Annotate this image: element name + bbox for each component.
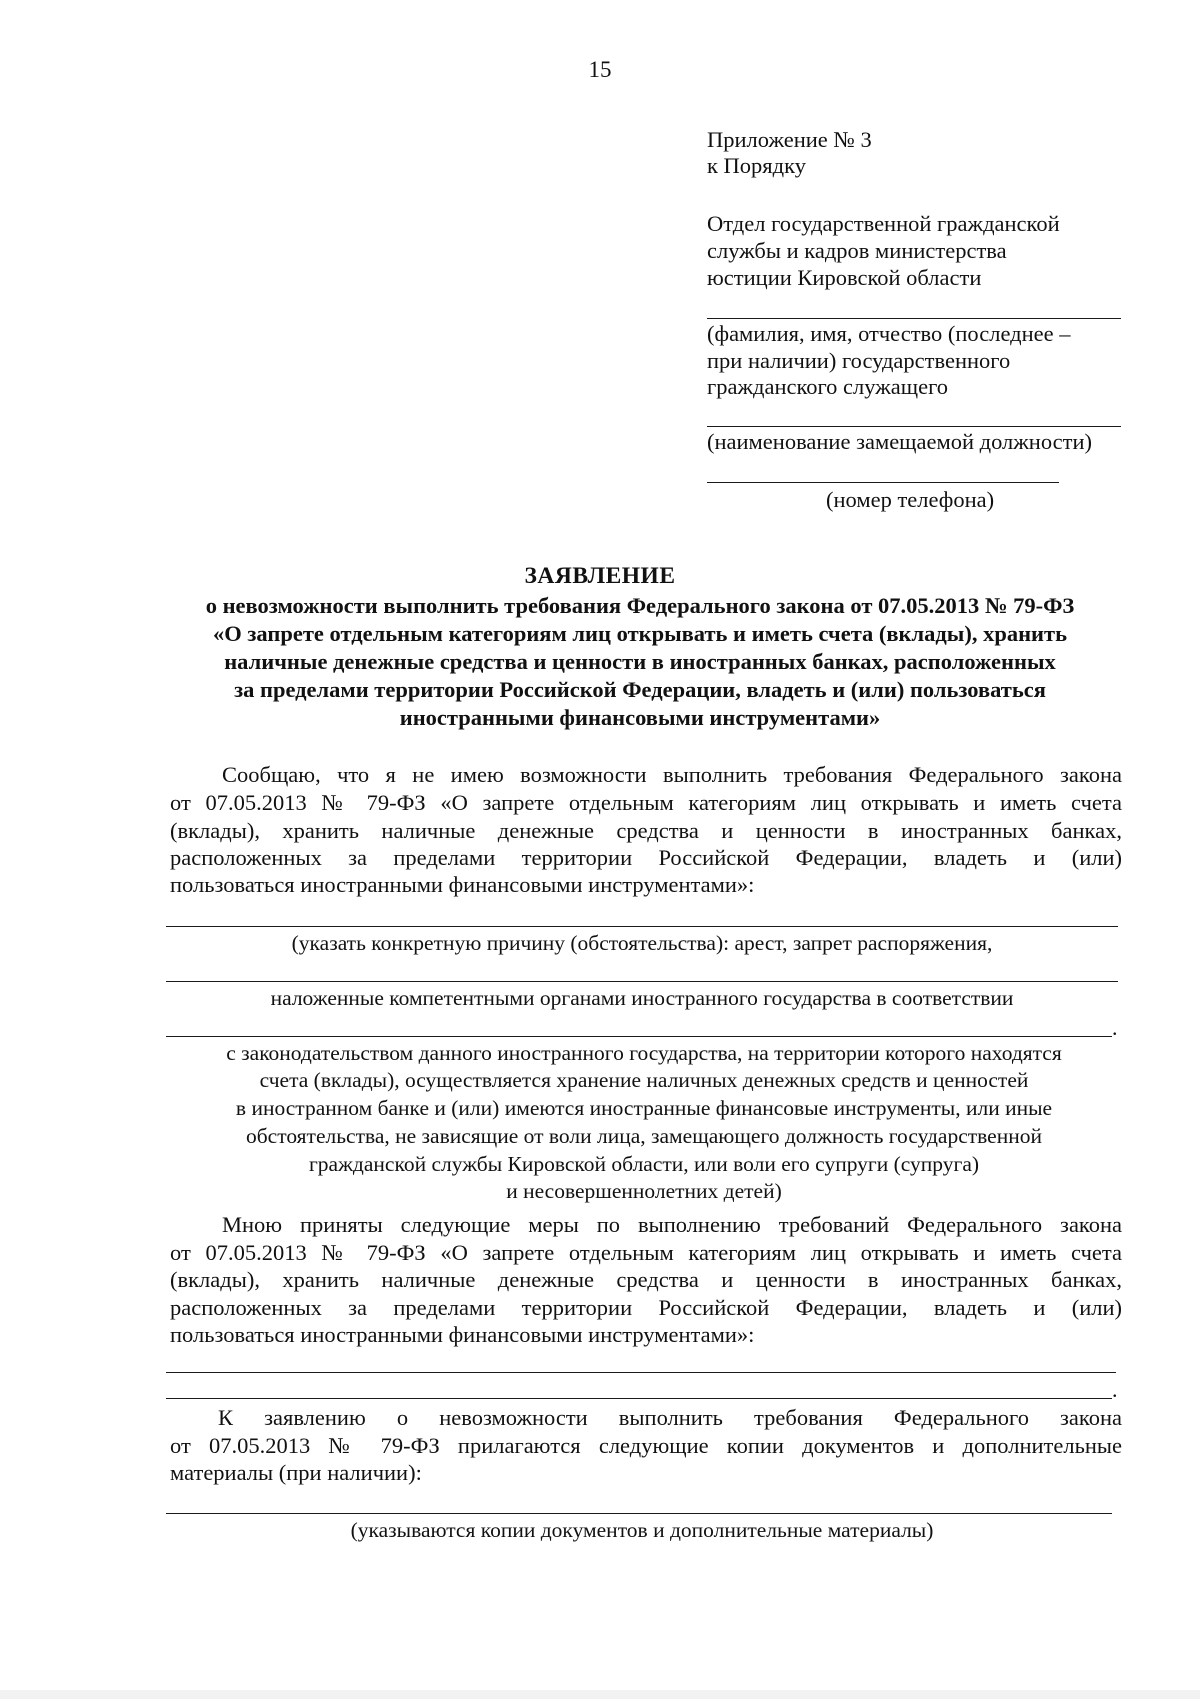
fill-line-measures <box>166 1398 1112 1399</box>
page-number: 15 <box>588 57 612 82</box>
reason-hint-line: в иностранном банке и (или) имеются иностранные финансовые инструменты, или иные <box>235 1096 1053 1120</box>
reason-hint-line: обстоятельства, не зависящие от воли лица, замещающего должность государственной <box>245 1124 1042 1148</box>
fill-line-reason <box>166 981 1118 982</box>
paragraph-line: расположенных за пределами территории Российской Федерации, владеть и (или) <box>170 1295 1122 1320</box>
document-subtitle: наличные денежные средства и ценности в иностранных банках, расположенных <box>224 649 1056 674</box>
document-title: ЗАЯВЛЕНИЕ <box>524 563 676 589</box>
reason-hint-line: счета (вклады), осуществляется хранение наличных денежных средств и ценностей <box>259 1068 1029 1092</box>
paragraph-line: К заявлению о невозможности выполнить требования Федерального закона <box>218 1405 1122 1430</box>
name-field-hint: при наличии) государственного <box>707 348 1011 373</box>
fill-line-reason <box>166 1036 1112 1037</box>
appendix-number: Приложение № 3 <box>707 127 872 152</box>
document-subtitle: «О запрете отдельным категориям лиц открывать и иметь счета (вклады), хранить <box>213 621 1067 646</box>
paragraph-line: пользоваться иностранными финансовыми инструментами»: <box>170 1322 755 1347</box>
line-end-dot: . <box>1112 1377 1118 1402</box>
reason-hint-line: гражданской службы Кировской области, или воли его супруги (супруга) <box>308 1152 980 1176</box>
fill-line-position <box>707 426 1121 427</box>
paragraph-line: от 07.05.2013 № 79-ФЗ «О запрете отдельным категориям лиц открывать и иметь счета <box>170 790 1122 815</box>
position-field-hint: (наименование замещаемой должности) <box>707 429 1093 454</box>
addressee-line: службы и кадров министерства <box>707 238 1007 263</box>
paragraph-line: Мною приняты следующие меры по выполнению требований Федерального закона <box>222 1212 1122 1237</box>
reason-hint-line: (указать конкретную причину (обстоятельства): арест, запрет распоряжения, <box>291 931 993 955</box>
fill-line-phone <box>707 482 1059 483</box>
name-field-hint: гражданского служащего <box>707 374 948 399</box>
fill-line-measures <box>166 1372 1116 1373</box>
paragraph-line: (вклады), хранить наличные денежные средства и ценности в иностранных банках, <box>170 818 1122 843</box>
appendix-reference: к Порядку <box>707 153 806 178</box>
attachments-hint: (указываются копии документов и дополнительные материалы) <box>350 1518 934 1542</box>
scan-edge <box>0 1690 1200 1699</box>
paragraph-line: (вклады), хранить наличные денежные средства и ценности в иностранных банках, <box>170 1267 1122 1292</box>
document-subtitle: иностранными финансовыми инструментами» <box>399 705 881 730</box>
paragraph-line: расположенных за пределами территории Российской Федерации, владеть и (или) <box>170 845 1122 870</box>
fill-line-name <box>707 318 1121 319</box>
reason-hint-line: и несовершеннолетних детей) <box>506 1179 782 1203</box>
line-end-dot: . <box>1112 1015 1118 1040</box>
reason-hint-line: с законодательством данного иностранного государства, на территории которого находятся <box>226 1041 1062 1065</box>
reason-hint-line: наложенные компетентными органами иностранного государства в соответствии <box>270 986 1014 1010</box>
document-subtitle: о невозможности выполнить требования Федерального закона от 07.05.2013 № 79-ФЗ <box>205 593 1075 618</box>
phone-field-hint: (номер телефона) <box>826 487 995 512</box>
paragraph-line: от 07.05.2013 № 79-ФЗ «О запрете отдельным категориям лиц открывать и иметь счета <box>170 1240 1122 1265</box>
addressee-line: Отдел государственной гражданской <box>707 211 1060 236</box>
paragraph-line: от 07.05.2013 № 79-ФЗ прилагаются следующие копии документов и дополнительные <box>170 1433 1122 1458</box>
addressee-line: юстиции Кировской области <box>707 265 982 290</box>
fill-line-reason <box>166 926 1118 927</box>
fill-line-attachments <box>166 1513 1112 1514</box>
paragraph-line: материалы (при наличии): <box>170 1460 422 1485</box>
paragraph-line: пользоваться иностранными финансовыми инструментами»: <box>170 872 755 897</box>
document-subtitle: за пределами территории Российской Федерации, владеть и (или) пользоваться <box>234 677 1046 702</box>
paragraph-line: Сообщаю, что я не имею возможности выполнить требования Федерального закона <box>222 762 1122 787</box>
name-field-hint: (фамилия, имя, отчество (последнее – <box>707 321 1071 346</box>
